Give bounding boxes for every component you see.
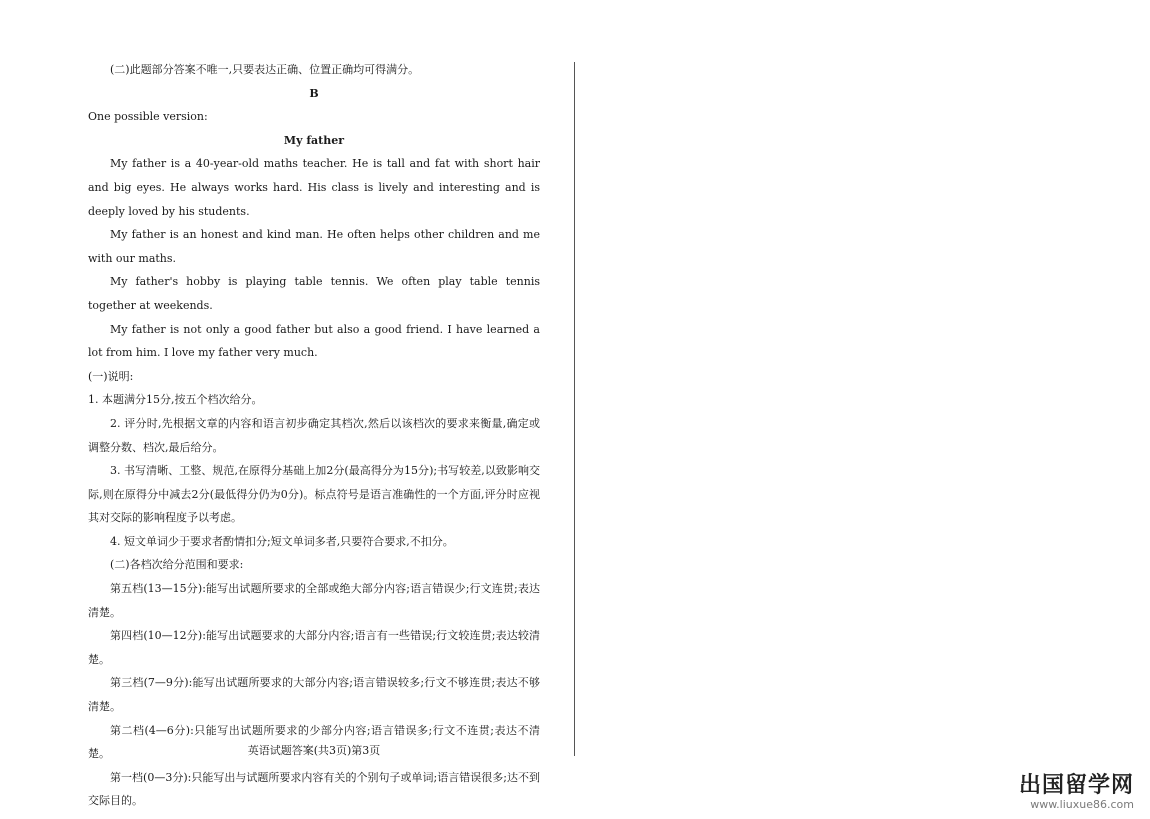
level-1: 第一档(0—3分):只能写出与试题所要求内容有关的个别句子或单词;语言错误很多;达不到交际目的。 (88, 770, 540, 808)
answer-column (88, 58, 540, 813)
rule-3: 3. 书写清晰、工整、规范,在原得分基础上加2分(最高得分为15分);书写较差,以致影响交际,则在原得分中减去2分(最低得分仍为0分)。标点符号是语言准确性的一个方面,评分时应视其对交际的影响程度予以考虑。 (88, 464, 540, 525)
note-top: (二)此题部分答案不唯一,只要表达正确、位置正确均可得满分。 (110, 63, 420, 76)
essay-paragraph-3: My father's hobby is playing table tennis. We often play table tennis together at weekends. (88, 275, 540, 312)
page-footer: 英语试题答案(共3页)第3页 (247, 744, 381, 757)
essay-title: My father (283, 133, 345, 147)
essay-paragraph-2: My father is an honest and kind man. He often helps other children and me with our maths. (88, 228, 540, 265)
rules-heading: (一)说明: (88, 369, 134, 383)
level-2: 第二档(4—6分):只能写出试题所要求的少部分内容;语言错误多;行文不连贯;表达不清楚。 (88, 723, 540, 761)
site-watermark (1019, 774, 1134, 811)
rule-2: 2. 评分时,先根据文章的内容和语言初步确定其档次,然后以该档次的要求来衡量,确定或调整分数、档次,最后给分。 (88, 416, 540, 454)
essay-paragraph-1: My father is a 40-year-old maths teacher. He is tall and fat with short hair and big eyes. He always works hard. His class is lively and interesting and is deeply loved by his students. (88, 157, 540, 218)
column-divider (574, 62, 575, 756)
essay-paragraph-4: My father is not only a good father but also a good friend. I have learned a lot from him. I love my father very much. (88, 322, 540, 360)
version-label: One possible version: (88, 110, 208, 124)
section-label: B (309, 86, 319, 100)
level-4: 第四档(10—12分):能写出试题要求的大部分内容;语言有一些错误;行文较连贯;表达较清楚。 (88, 629, 540, 666)
rule-1: 1. 本题满分15分,按五个档次给分。 (88, 393, 263, 407)
watermark-brand: 出国留学网 (1018, 773, 1134, 798)
level-3: 第三档(7—9分):能写出试题所要求的大部分内容;语言错误较多;行文不够连贯;表达不够清楚。 (88, 676, 540, 714)
rule-4: 4. 短文单词少于要求者酌情扣分;短文单词多者,只要符合要求,不扣分。 (110, 534, 454, 548)
watermark-site: www.liuxue86.com (1030, 798, 1134, 811)
levels-heading: (二)各档次给分范围和要求: (110, 558, 244, 572)
level-5: 第五档(13—15分):能写出试题所要求的全部或绝大部分内容;语言错误少;行文连贯;表达清楚。 (88, 582, 540, 619)
